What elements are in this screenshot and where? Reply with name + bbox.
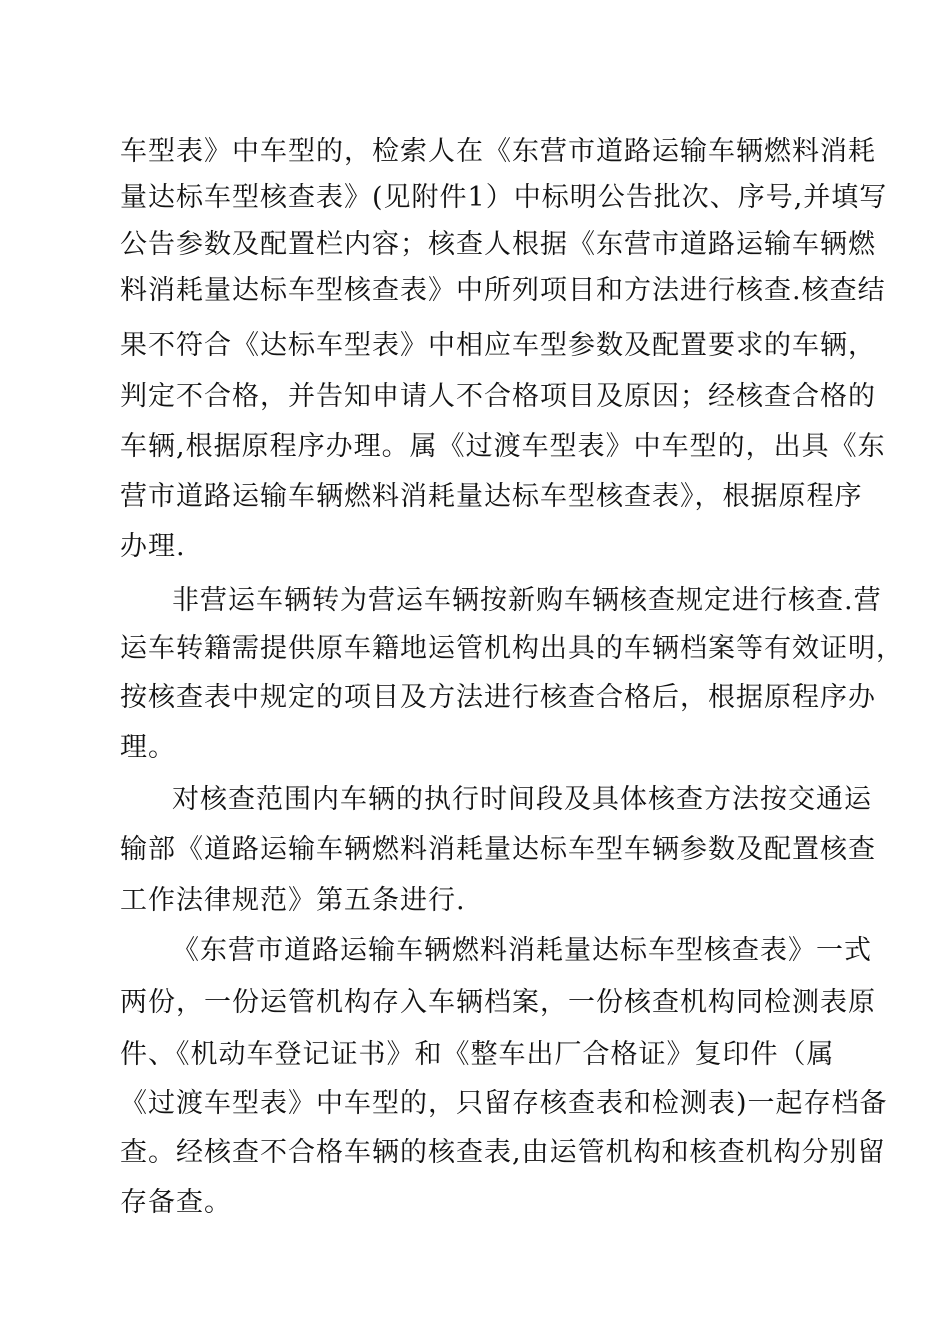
paragraph-line: 非营运车辆转为营运车辆按新购车辆核查规定进行核查.营 (172, 585, 882, 616)
paragraph-line: 办理. (120, 531, 186, 562)
paragraph-line: 判定不合格，并告知申请人不合格项目及原因；经核查合格的 (120, 381, 876, 412)
paragraph-line: 车型表》中车型的，检索人在《东营市道路运输车辆燃料消耗 (120, 136, 876, 167)
paragraph-line: 公告参数及配置栏内容；核查人根据《东营市道路运输车辆燃 (120, 229, 876, 260)
paragraph-line: 《东营市道路运输车辆燃料消耗量达标车型核查表》一式 (172, 935, 872, 966)
paragraph-line: 《过渡车型表》中车型的，只留存核查表和检测表)一起存档备 (120, 1088, 888, 1119)
paragraph-line: 料消耗量达标车型核查表》中所列项目和方法进行核查.核查结 (120, 275, 886, 306)
paragraph-line: 对核查范围内车辆的执行时间段及具体核查方法按交通运 (172, 784, 872, 815)
paragraph-line: 果不符合《达标车型表》中相应车型参数及配置要求的车辆， (120, 330, 876, 361)
paragraph-line: 查。经核查不合格车辆的核查表,由运管机构和核查机构分别留 (120, 1137, 886, 1168)
paragraph-line: 运车转籍需提供原车籍地运管机构出具的车辆档案等有效证明， (120, 633, 904, 664)
paragraph-line: 按核查表中规定的项目及方法进行核查合格后，根据原程序办 (120, 682, 876, 713)
paragraph-line: 车辆,根据原程序办理。属《过渡车型表》中车型的，出具《东 (120, 431, 886, 462)
paragraph-line: 存备查。 (120, 1187, 232, 1218)
paragraph-line: 两份，一份运管机构存入车辆档案，一份核查机构同检测表原 (120, 987, 876, 1018)
paragraph-line: 件、《机动车登记证书》和《整车出厂合格证》复印件（属 (120, 1039, 835, 1070)
paragraph-line: 量达标车型核查表》(见附件1）中标明公告批次、序号,并填写 (120, 182, 888, 213)
paragraph-line: 输部《道路运输车辆燃料消耗量达标车型车辆参数及配置核查 (120, 834, 876, 865)
paragraph-line: 理。 (120, 732, 176, 763)
paragraph-line: 营市道路运输车辆燃料消耗量达标车型核查表》，根据原程序 (120, 481, 863, 512)
paragraph-line: 工作法律规范》第五条进行. (120, 885, 466, 916)
